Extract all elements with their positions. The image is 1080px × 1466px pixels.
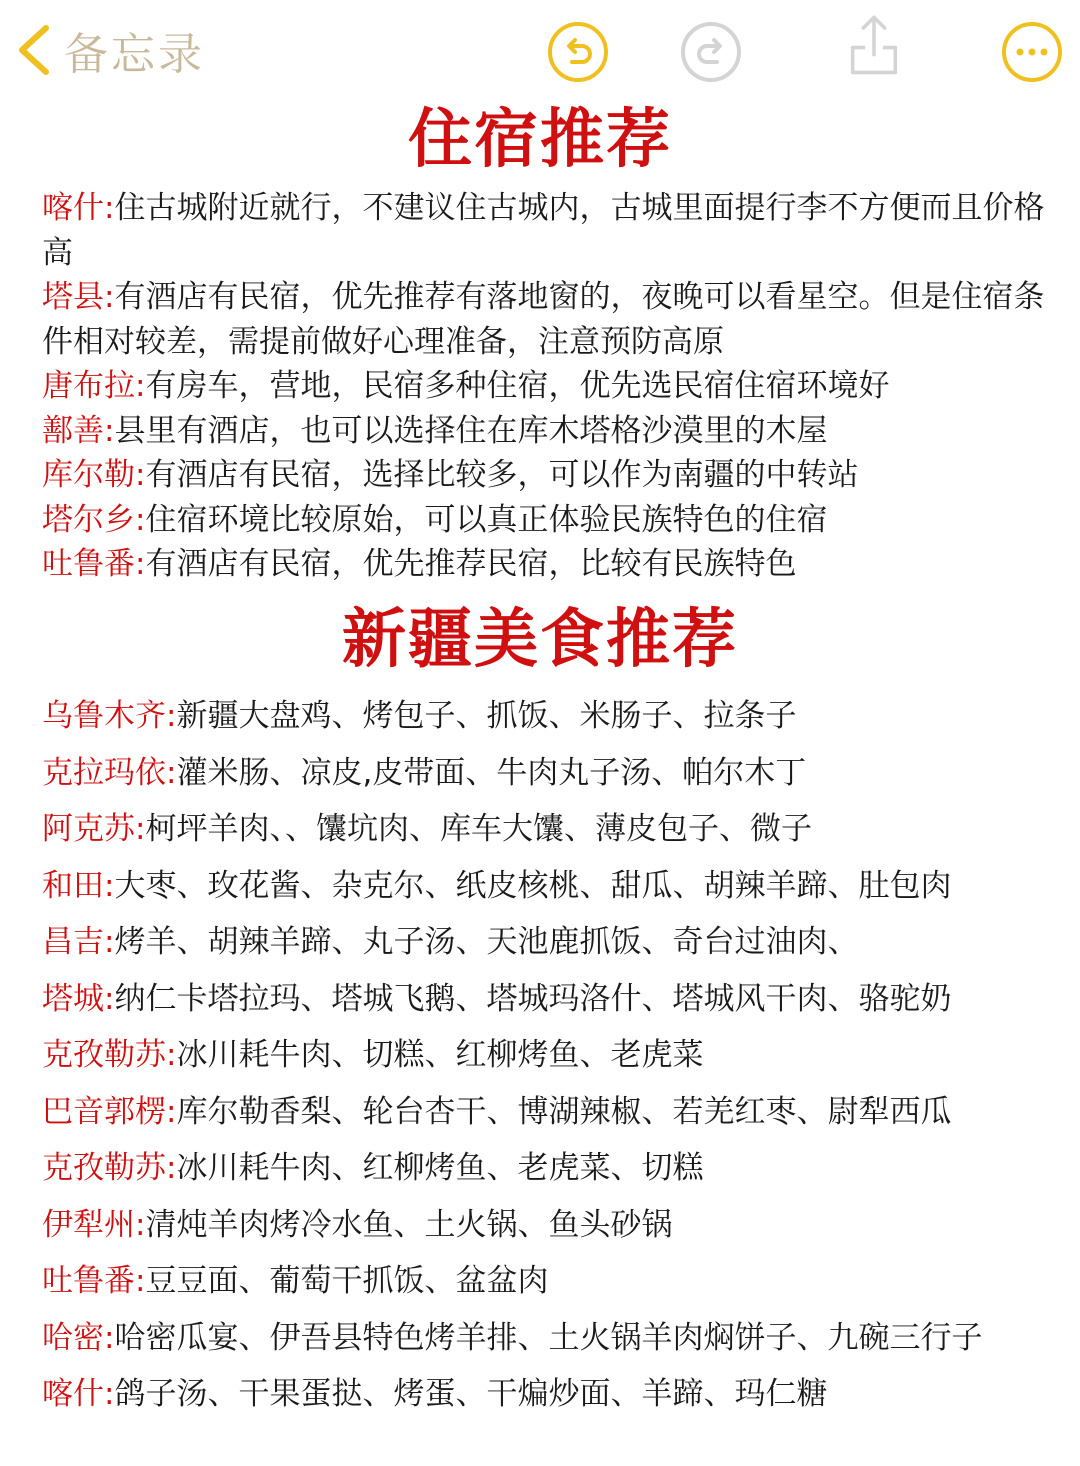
entry-place: 库尔勒: bbox=[42, 457, 146, 493]
entry-place: 昌吉: bbox=[42, 924, 115, 960]
back-button[interactable] bbox=[8, 18, 205, 82]
entry-desc: 烤羊、胡辣羊蹄、丸子汤、天池鹿抓饭、奇台过油肉、 bbox=[114, 924, 859, 960]
entry-desc: 哈密瓜宴、伊吾县特色烤羊排、土火锅羊肉焖饼子、九碗三行子 bbox=[114, 1319, 983, 1356]
entry-place: 巴音郭楞: bbox=[42, 1093, 177, 1130]
chevron-left-icon bbox=[8, 20, 60, 80]
entry-place: 克孜勒苏: bbox=[42, 1037, 177, 1073]
food-entry-kizilsu-2 bbox=[42, 1140, 1052, 1197]
food-entry-karamay bbox=[42, 745, 1052, 802]
entry-desc: 县里有酒店，也可以选择住在库木塔格沙漠里的木屋 bbox=[114, 412, 828, 449]
entry-desc: 柯坪羊肉、、馕坑肉、库车大馕、薄皮包子、微子 bbox=[145, 811, 812, 847]
food-list bbox=[42, 688, 1052, 1423]
entry-place: 克孜勒苏: bbox=[42, 1150, 177, 1186]
entry-place: 吐鲁番: bbox=[42, 1263, 146, 1299]
food-entry-bayingolin bbox=[42, 1084, 1052, 1141]
entry-desc: 大枣、玫花酱、杂克尔、纸皮核桃、甜瓜、胡辣羊蹄、肚包肉 bbox=[114, 867, 952, 904]
entry-desc: 纳仁卡塔拉玛、塔城飞鹅、塔城玛洛什、塔城风干肉、骆驼奶 bbox=[114, 980, 952, 1017]
entry-desc: 鸽子汤、干果蛋挞、烤蛋、干煸炒面、羊蹄、玛仁糖 bbox=[114, 1376, 828, 1412]
entry-desc: 清炖羊肉烤冷水鱼、土火锅、鱼头砂锅 bbox=[145, 1206, 673, 1243]
food-entry-hami bbox=[42, 1310, 1052, 1367]
redo-icon[interactable] bbox=[679, 20, 743, 84]
food-entry-kashgar bbox=[42, 1366, 1052, 1423]
entry-place: 伊犁州: bbox=[42, 1206, 146, 1243]
entry-place: 鄯善: bbox=[42, 412, 115, 449]
undo-icon[interactable] bbox=[546, 20, 610, 84]
more-icon[interactable] bbox=[1000, 20, 1064, 84]
food-title: 新疆美食推荐 bbox=[342, 603, 738, 677]
entry-place: 喀什: bbox=[42, 190, 115, 226]
food-entry-hotan bbox=[42, 858, 1052, 915]
entry-place: 塔县: bbox=[42, 279, 115, 315]
entry-desc: 有酒店有民宿，优先推荐民宿，比较有民族特色 bbox=[145, 546, 797, 582]
lodging-entry-turpan bbox=[42, 542, 1052, 587]
lodging-entry-tangbula bbox=[42, 364, 1052, 409]
entry-place: 和田: bbox=[42, 867, 115, 904]
food-entry-changji bbox=[42, 914, 1052, 971]
food-entry-aksu bbox=[42, 801, 1052, 858]
entry-place: 克拉玛依: bbox=[42, 754, 177, 791]
entry-desc: 冰川耗牛肉、红柳烤鱼、老虎菜、切糕 bbox=[176, 1150, 704, 1186]
lodging-entry-shanshan bbox=[42, 409, 1052, 454]
food-entry-urumqi bbox=[42, 688, 1052, 745]
entry-place: 塔城: bbox=[42, 980, 115, 1017]
entry-place: 哈密: bbox=[42, 1319, 115, 1356]
entry-desc: 新疆大盘鸡、烤包子、抓饭、米肠子、拉条子 bbox=[176, 698, 797, 734]
lodging-entry-korla bbox=[42, 453, 1052, 498]
entry-place: 喀什: bbox=[42, 1376, 115, 1412]
entry-desc: 冰川耗牛肉、切糕、红柳烤鱼、老虎菜 bbox=[176, 1037, 704, 1073]
entry-desc: 有房车，营地，民宿多种住宿，优先选民宿住宿环境好 bbox=[145, 368, 890, 404]
lodging-entry-kashgar bbox=[42, 186, 1052, 275]
entry-desc: 灌米肠、凉皮,皮带面、牛肉丸子汤、帕尔木丁 bbox=[176, 754, 807, 791]
lodging-list bbox=[42, 186, 1052, 587]
entry-place: 阿克苏: bbox=[42, 811, 146, 847]
entry-place: 乌鲁木齐: bbox=[42, 698, 177, 734]
lodging-title: 住宿推荐 bbox=[408, 103, 672, 177]
food-entry-tacheng bbox=[42, 971, 1052, 1028]
entry-place: 吐鲁番: bbox=[42, 546, 146, 582]
entry-place: 唐布拉: bbox=[42, 368, 146, 404]
share-icon[interactable] bbox=[842, 12, 906, 76]
lodging-entry-taerxiang bbox=[42, 498, 1052, 543]
back-label: 备忘录 bbox=[64, 29, 205, 80]
food-entry-kizilsu bbox=[42, 1027, 1052, 1084]
food-entry-ili bbox=[42, 1197, 1052, 1254]
entry-desc: 住古城附近就行，不建议住古城内，古城里面提行李不方便而且价格高 bbox=[42, 190, 1045, 271]
entry-desc: 库尔勒香梨、轮台杏干、博湖辣椒、若羌红枣、尉犁西瓜 bbox=[176, 1093, 952, 1130]
entry-desc: 住宿环境比较原始，可以真正体验民族特色的住宿 bbox=[145, 501, 828, 538]
food-entry-turpan bbox=[42, 1253, 1052, 1310]
top-toolbar bbox=[0, 0, 1080, 100]
lodging-entry-taxian bbox=[42, 275, 1052, 364]
entry-desc: 豆豆面、葡萄干抓饭、盆盆肉 bbox=[145, 1263, 549, 1299]
entry-desc: 有酒店有民宿，选择比较多，可以作为南疆的中转站 bbox=[145, 457, 859, 493]
entry-desc: 有酒店有民宿，优先推荐有落地窗的，夜晚可以看星空。但是住宿条件相对较差，需提前做好心理准备，注意预防高原 bbox=[42, 279, 1045, 360]
entry-place: 塔尔乡: bbox=[42, 501, 146, 538]
